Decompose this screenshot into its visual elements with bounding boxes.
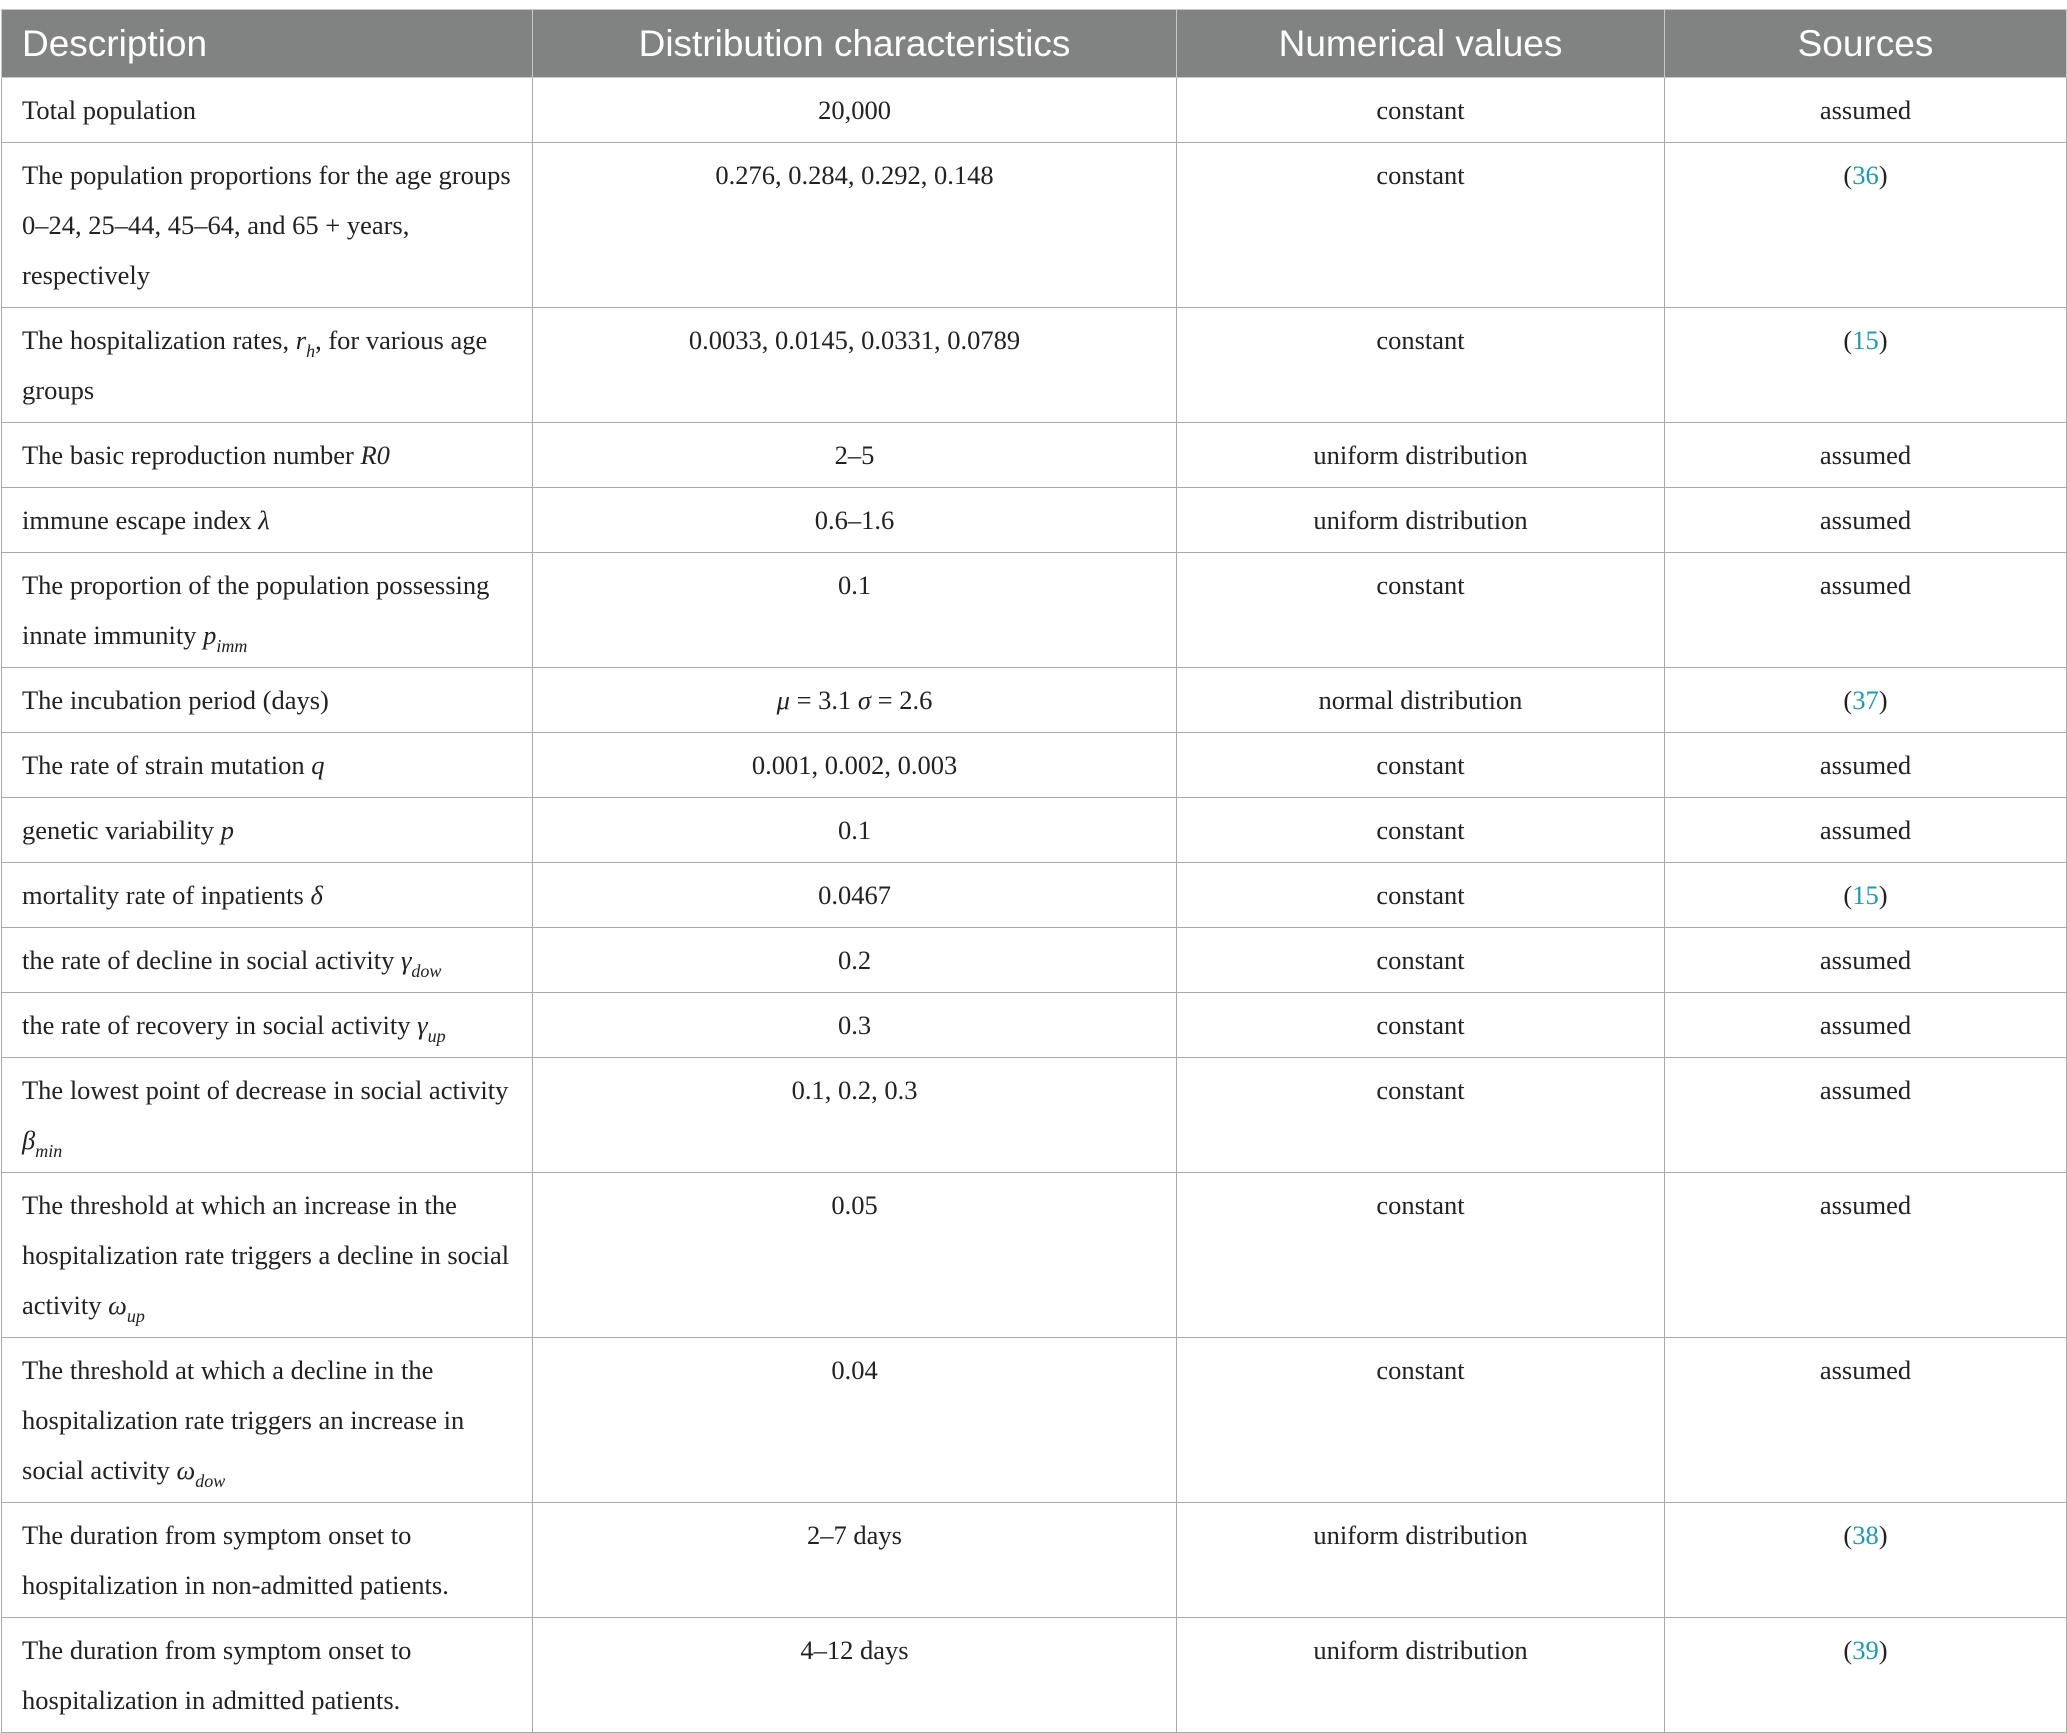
cell-source: (38) xyxy=(1665,1503,2067,1618)
cell-description: mortality rate of inpatients δ xyxy=(2,863,533,928)
cell-numerical: constant xyxy=(1177,928,1665,993)
cell-source: assumed xyxy=(1665,733,2067,798)
cell-description: The hospitalization rates, $r_h$, for various age groups xyxy=(2,308,533,423)
reference-link[interactable]: 38 xyxy=(1852,1520,1879,1550)
cell-description: immune escape index λ xyxy=(2,488,533,553)
cell-distribution: 2–5 xyxy=(533,423,1177,488)
cell-numerical: constant xyxy=(1177,308,1665,423)
table-row xyxy=(2,668,2067,733)
cell-source: assumed xyxy=(1665,1173,2067,1338)
cell-description: The lowest point of decrease in social activity $\beta_{min}$ xyxy=(2,1058,533,1173)
reference-link[interactable]: 15 xyxy=(1852,325,1879,355)
table-row xyxy=(2,423,2067,488)
cell-numerical: normal distribution xyxy=(1177,668,1665,733)
cell-description: The incubation period (days) xyxy=(2,668,533,733)
reference-link[interactable]: 15 xyxy=(1852,880,1879,910)
cell-distribution: 0.1 xyxy=(533,798,1177,863)
cell-numerical: constant xyxy=(1177,1058,1665,1173)
header-numerical-values: Numerical values xyxy=(1177,10,1665,78)
table-row xyxy=(2,488,2067,553)
cell-numerical: constant xyxy=(1177,798,1665,863)
cell-numerical: constant xyxy=(1177,553,1665,668)
cell-distribution: 4–12 days xyxy=(533,1618,1177,1733)
cell-numerical: constant xyxy=(1177,863,1665,928)
cell-description: the rate of recovery in social activity $\gamma_{up}$ xyxy=(2,993,533,1058)
table-row xyxy=(2,733,2067,798)
cell-description: The threshold at which a decline in the hospitalization rate triggers an increase in social activity $\omega_{dow}$ xyxy=(2,1338,533,1503)
cell-description: The rate of strain mutation q xyxy=(2,733,533,798)
cell-description: genetic variability p xyxy=(2,798,533,863)
cell-distribution: 0.0467 xyxy=(533,863,1177,928)
cell-numerical: constant xyxy=(1177,993,1665,1058)
cell-description: The duration from symptom onset to hospitalization in non-admitted patients. xyxy=(2,1503,533,1618)
cell-distribution: 0.2 xyxy=(533,928,1177,993)
cell-description: The basic reproduction number R0 xyxy=(2,423,533,488)
table-row xyxy=(2,993,2067,1058)
cell-numerical: constant xyxy=(1177,733,1665,798)
cell-distribution: μ = 3.1 σ = 2.6 xyxy=(533,668,1177,733)
cell-source: (36) xyxy=(1665,143,2067,308)
cell-distribution: 0.6–1.6 xyxy=(533,488,1177,553)
cell-numerical: constant xyxy=(1177,78,1665,143)
header-sources: Sources xyxy=(1665,10,2067,78)
reference-link[interactable]: 37 xyxy=(1852,685,1879,715)
reference-link[interactable]: 36 xyxy=(1852,160,1879,190)
table-row xyxy=(2,78,2067,143)
cell-source: assumed xyxy=(1665,1338,2067,1503)
cell-distribution: 0.04 xyxy=(533,1338,1177,1503)
table-row xyxy=(2,798,2067,863)
cell-source: assumed xyxy=(1665,553,2067,668)
cell-source: (15) xyxy=(1665,863,2067,928)
parameter-table-container xyxy=(1,9,2066,1733)
cell-distribution: 2–7 days xyxy=(533,1503,1177,1618)
cell-source: (15) xyxy=(1665,308,2067,423)
cell-source: assumed xyxy=(1665,993,2067,1058)
cell-source: assumed xyxy=(1665,488,2067,553)
cell-description: The threshold at which an increase in the hospitalization rate triggers a decline in social activity $\omega_{up}$ xyxy=(2,1173,533,1338)
table-row xyxy=(2,553,2067,668)
cell-numerical: uniform distribution xyxy=(1177,1503,1665,1618)
cell-source: assumed xyxy=(1665,1058,2067,1173)
cell-distribution: 0.001, 0.002, 0.003 xyxy=(533,733,1177,798)
cell-source: assumed xyxy=(1665,798,2067,863)
table-row xyxy=(2,143,2067,308)
cell-source: (37) xyxy=(1665,668,2067,733)
table-row xyxy=(2,308,2067,423)
table-row xyxy=(2,863,2067,928)
cell-distribution: 20,000 xyxy=(533,78,1177,143)
cell-distribution: 0.276, 0.284, 0.292, 0.148 xyxy=(533,143,1177,308)
cell-description: the rate of decline in social activity $\gamma_{dow}$ xyxy=(2,928,533,993)
table-row xyxy=(2,1503,2067,1618)
header-description: Description xyxy=(2,10,533,78)
cell-source: assumed xyxy=(1665,423,2067,488)
cell-description: The duration from symptom onset to hospitalization in admitted patients. xyxy=(2,1618,533,1733)
table-header-row xyxy=(2,10,2067,78)
table-row xyxy=(2,1058,2067,1173)
cell-source: assumed xyxy=(1665,78,2067,143)
cell-source: assumed xyxy=(1665,928,2067,993)
header-distribution: Distribution characteristics xyxy=(533,10,1177,78)
cell-distribution: 0.1 xyxy=(533,553,1177,668)
table-row xyxy=(2,1338,2067,1503)
cell-numerical: uniform distribution xyxy=(1177,488,1665,553)
cell-numerical: uniform distribution xyxy=(1177,1618,1665,1733)
table-row xyxy=(2,1618,2067,1733)
cell-description: Total population xyxy=(2,78,533,143)
table-row xyxy=(2,1173,2067,1338)
cell-distribution: 0.05 xyxy=(533,1173,1177,1338)
cell-description: The proportion of the population possessing innate immunity $p_{imm}$ xyxy=(2,553,533,668)
cell-description: The population proportions for the age groups 0–24, 25–44, 45–64, and 65 + years, respectively xyxy=(2,143,533,308)
cell-distribution: 0.0033, 0.0145, 0.0331, 0.0789 xyxy=(533,308,1177,423)
cell-distribution: 0.1, 0.2, 0.3 xyxy=(533,1058,1177,1173)
table-row xyxy=(2,928,2067,993)
parameter-table xyxy=(1,9,2067,1733)
cell-numerical: constant xyxy=(1177,1173,1665,1338)
reference-link[interactable]: 39 xyxy=(1852,1635,1879,1665)
cell-distribution: 0.3 xyxy=(533,993,1177,1058)
cell-numerical: uniform distribution xyxy=(1177,423,1665,488)
cell-numerical: constant xyxy=(1177,1338,1665,1503)
cell-numerical: constant xyxy=(1177,143,1665,308)
cell-source: (39) xyxy=(1665,1618,2067,1733)
